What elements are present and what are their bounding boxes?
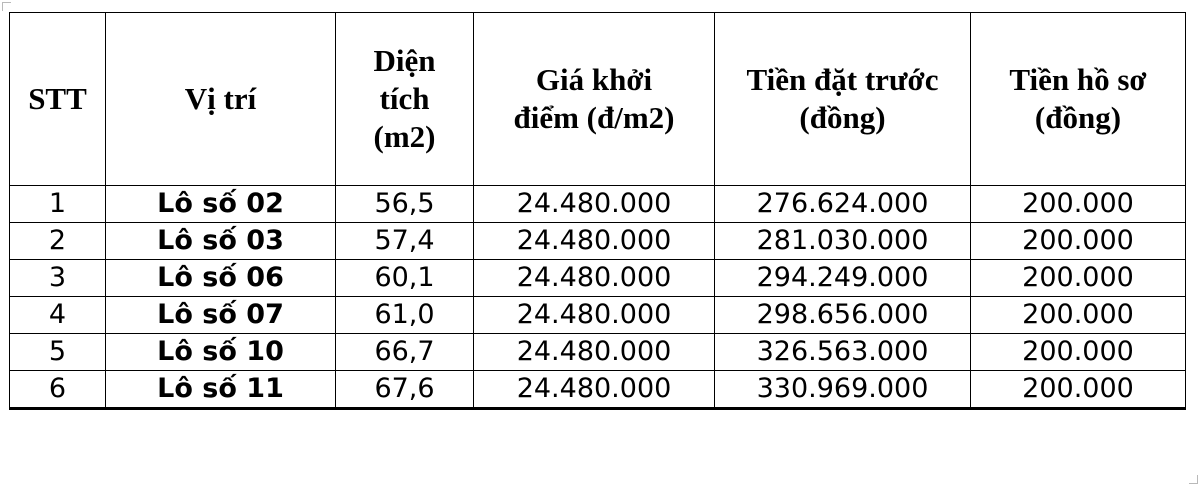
cell-position: Lô số 02: [106, 186, 336, 223]
cell-area: 60,1: [336, 260, 474, 297]
cell-position: Lô số 07: [106, 297, 336, 334]
cell-position: Lô số 03: [106, 223, 336, 260]
cell-start-price: 24.480.000: [474, 334, 715, 371]
cell-position: Lô số 11: [106, 371, 336, 409]
cell-fee: 200.000: [971, 186, 1186, 223]
cell-start-price: 24.480.000: [474, 260, 715, 297]
cell-stt: 1: [10, 186, 106, 223]
table-row: [10, 297, 1186, 334]
cell-deposit: 330.969.000: [715, 371, 971, 409]
corner-mark-top-left: [2, 2, 11, 11]
header-deposit-line: Tiền đặt trước: [746, 62, 939, 97]
cell-stt: 5: [10, 334, 106, 371]
table-row: [10, 223, 1186, 260]
table-header-row: [10, 13, 1186, 186]
cell-fee: 200.000: [971, 223, 1186, 260]
cell-area: 61,0: [336, 297, 474, 334]
table-row: [10, 186, 1186, 223]
cell-area: 56,5: [336, 186, 474, 223]
cell-deposit: 326.563.000: [715, 334, 971, 371]
header-fee-line: (đồng): [1034, 100, 1122, 135]
cell-fee: 200.000: [971, 260, 1186, 297]
cell-start-price: 24.480.000: [474, 371, 715, 409]
cell-area: 66,7: [336, 334, 474, 371]
table-row: [10, 334, 1186, 371]
cell-deposit: 298.656.000: [715, 297, 971, 334]
cell-deposit: 294.249.000: [715, 260, 971, 297]
header-deposit-line: (đồng): [799, 100, 886, 135]
header-area-line: tích: [379, 81, 430, 116]
header-fee: [971, 13, 1186, 186]
table-row: [10, 371, 1186, 409]
table-row: [10, 260, 1186, 297]
cell-stt: 4: [10, 297, 106, 334]
cell-stt: 6: [10, 371, 106, 409]
header-fee-line: Tiền hồ sơ: [1009, 62, 1147, 97]
cell-fee: 200.000: [971, 334, 1186, 371]
header-start-price-line: điểm (đ/m2): [513, 100, 675, 135]
header-stt: STT: [10, 13, 106, 186]
header-area: [336, 13, 474, 186]
cell-position: Lô số 10: [106, 334, 336, 371]
cell-deposit: 276.624.000: [715, 186, 971, 223]
cell-stt: 2: [10, 223, 106, 260]
cell-start-price: 24.480.000: [474, 223, 715, 260]
corner-mark-bottom-right: [1189, 475, 1198, 484]
cell-position: Lô số 06: [106, 260, 336, 297]
header-deposit: [715, 13, 971, 186]
cell-stt: 3: [10, 260, 106, 297]
header-position: Vị trí: [106, 13, 336, 186]
cell-start-price: 24.480.000: [474, 297, 715, 334]
lots-table: [9, 12, 1186, 410]
cell-fee: 200.000: [971, 371, 1186, 409]
cell-area: 67,6: [336, 371, 474, 409]
header-area-line: (m2): [373, 119, 436, 154]
cell-start-price: 24.480.000: [474, 186, 715, 223]
header-area-line: Diện: [373, 43, 436, 78]
cell-deposit: 281.030.000: [715, 223, 971, 260]
cell-fee: 200.000: [971, 297, 1186, 334]
header-start-price: [474, 13, 715, 186]
header-start-price-line: Giá khởi: [535, 62, 653, 97]
cell-area: 57,4: [336, 223, 474, 260]
